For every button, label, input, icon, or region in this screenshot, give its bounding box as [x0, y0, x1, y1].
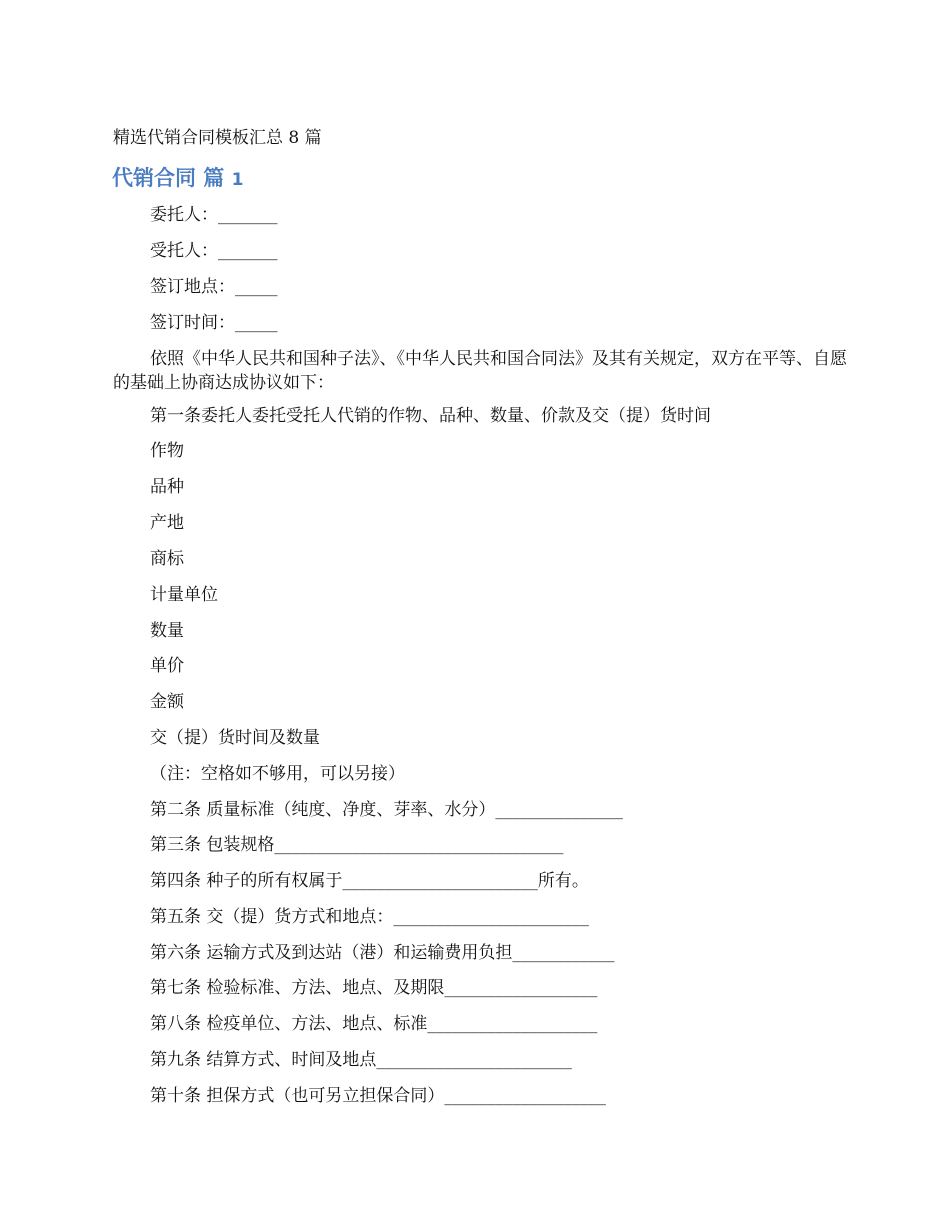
signing-time-line: 签订时间：_____: [150, 313, 278, 333]
party-agent-line: 受托人：_______: [150, 241, 278, 261]
clause-4: 第四条 种子的所有权属于_______________________所有。: [150, 871, 589, 891]
section-heading-number: 1: [231, 170, 244, 190]
clause-6: 第六条 运输方式及到达站（港）和运输费用负担____________: [150, 943, 615, 963]
section-heading-text: 代销合同 篇: [112, 166, 225, 190]
item-origin: 产地: [150, 513, 184, 533]
clause-7: 第七条 检验标准、方法、地点、及期限__________________: [150, 978, 598, 998]
clause-1: 第一条委托人委托受托人代销的作物、品种、数量、价款及交（提）货时间: [150, 406, 711, 426]
clause-8: 第八条 检疫单位、方法、地点、标准____________________: [150, 1014, 598, 1034]
party-principal-line: 委托人：_______: [150, 205, 278, 225]
item-unit-price: 单价: [150, 656, 184, 676]
item-variety: 品种: [150, 477, 184, 497]
item-quantity: 数量: [150, 621, 184, 641]
item-crop: 作物: [150, 441, 184, 461]
clause-5: 第五条 交（提）货方式和地点：_______________________: [150, 907, 589, 927]
section-heading: [112, 164, 243, 194]
document-title: 精选代销合同模板汇总 8 篇: [113, 128, 322, 148]
signing-place-line: 签订地点：_____: [150, 277, 278, 297]
item-amount: 金额: [150, 692, 184, 712]
item-trademark: 商标: [150, 549, 184, 569]
note-line: （注：空格如不够用，可以另接）: [150, 764, 405, 784]
intro-paragraph: 依照《中华人民共和国种子法》、《中华人民共和国合同法》及其有关规定，双方在平等、自愿的基础上协商达成协议如下：: [113, 349, 847, 393]
item-unit: 计量单位: [150, 585, 218, 605]
clause-9: 第九条 结算方式、时间及地点_______________________: [150, 1050, 572, 1070]
clause-10: 第十条 担保方式（也可另立担保合同）___________________: [150, 1086, 606, 1106]
clause-2: 第二条 质量标准（纯度、净度、芽率、水分）_______________: [150, 800, 623, 820]
clause-3: 第三条 包装规格__________________________________: [150, 835, 564, 855]
item-delivery-time: 交（提）货时间及数量: [150, 728, 320, 748]
